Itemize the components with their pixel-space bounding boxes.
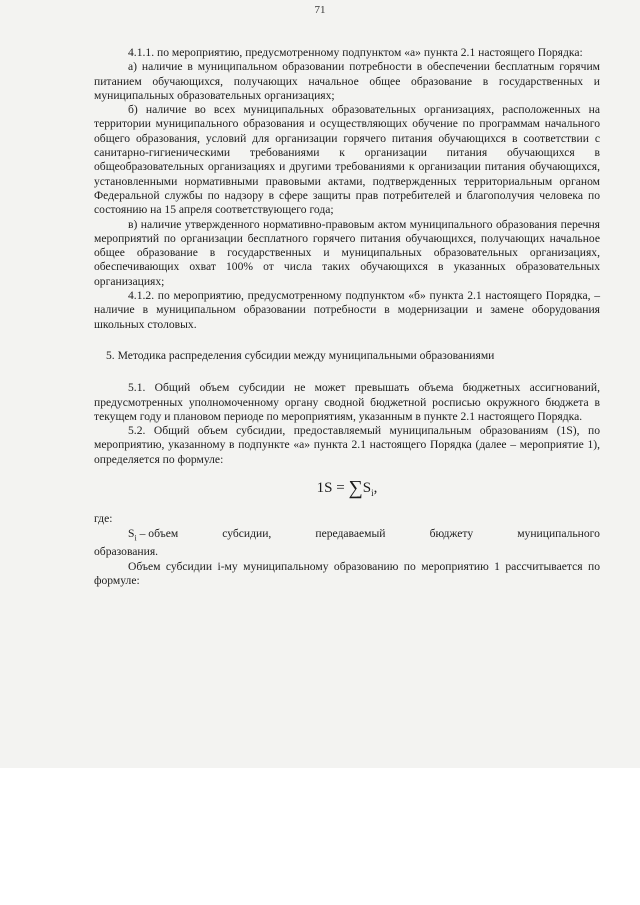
paragraph-4-1-2: 4.1.2. по мероприятию, предусмотренному подпунктом «б» пункта 2.1 настоящего Порядка, – наличие в муниципальном образовании потребности в модернизации и замене оборудования школьных столовых. [94,289,600,331]
definition-word: бюджету [429,526,474,540]
formula-lhs: 1S [316,480,333,497]
document-body [94,46,600,588]
sum-symbol: ∑ [348,477,363,500]
definition-word: муниципального [517,526,600,540]
paragraph-4-1-1: 4.1.1. по мероприятию, предусмотренному подпунктом «а» пункта 2.1 настоящего Порядка: [128,46,583,59]
definition-term: $S_i$ – объем [128,526,179,542]
paragraph-item-v: в) наличие утвержденного нормативно-правовым актом муниципального образования перечня мероприятий по организации бесплатного горячего питания обучающихся, получающих начальное общее образование в государственных и муниципальных образовательных организациях, обеспечивающих охват 100% от числа таких обучающихся в указанных образовательных организациях; [94,217,600,288]
final-paragraph: Объем субсидии i-му муниципальному образованию по мероприятию 1 рассчитывается по формуле: [94,559,600,587]
formula-equals: = [336,480,345,497]
paragraph-5-1: 5.1. Общий объем субсидии не может превышать объема бюджетных ассигнований, предусмотренных уполномоченному органу сводной бюджетной росписью окружного бюджета в текущем году и плановом периоде по мероприятиям, указанным в пункте 2.1 настоящего Порядка. [94,381,600,423]
paragraph-5-2: 5.2. Общий объем субсидии, предоставляемый муниципальным образованиям (1S), по мероприятию, указанному в подпункте «а» пункта 2.1 настоящего Порядка (далее – мероприятие 1), определяется по формуле: [94,424,600,466]
definition-word: субсидии, [222,526,272,540]
definition-continuation: образования. [94,545,159,559]
paragraph-item-a: а) наличие в муниципальном образовании потребности в обеспечении бесплатным горячим питанием обучающихся, получающих начальное общее образование в государственных и муниципальных образовательных организациях; [94,60,600,102]
definition-word: передаваемый [315,526,386,540]
where-label: где: [94,512,113,526]
page-number: 71 [314,4,326,16]
formula-term: S [362,480,372,497]
section-5-heading: 5. Методика распределения субсидии между муниципальными образованиями [106,348,495,362]
formula-subscript: i [371,488,374,499]
formula-trailing: , [373,480,378,497]
paragraph-item-b: б) наличие во всех муниципальных образовательных организациях, расположенных на территории муниципального образования и осуществляющих обучение по программам начального общего образования, условий для организации горячего питания обучающихся в соответствии с санитарно-гигиеническими требованиями к организации питания обучающихся в общеобразовательных организациях и другими требованиями к организации питания обучающихся, установленными нормативными правовыми актами, подтвержденных территориальным органом Федеральной службы по надзору в сфере защиты прав потребителей и благополучия человека по состоянию на 15 апреля соответствующего года; [94,103,600,217]
definition-si [94,527,600,546]
formula-total-subsidy [94,477,600,500]
